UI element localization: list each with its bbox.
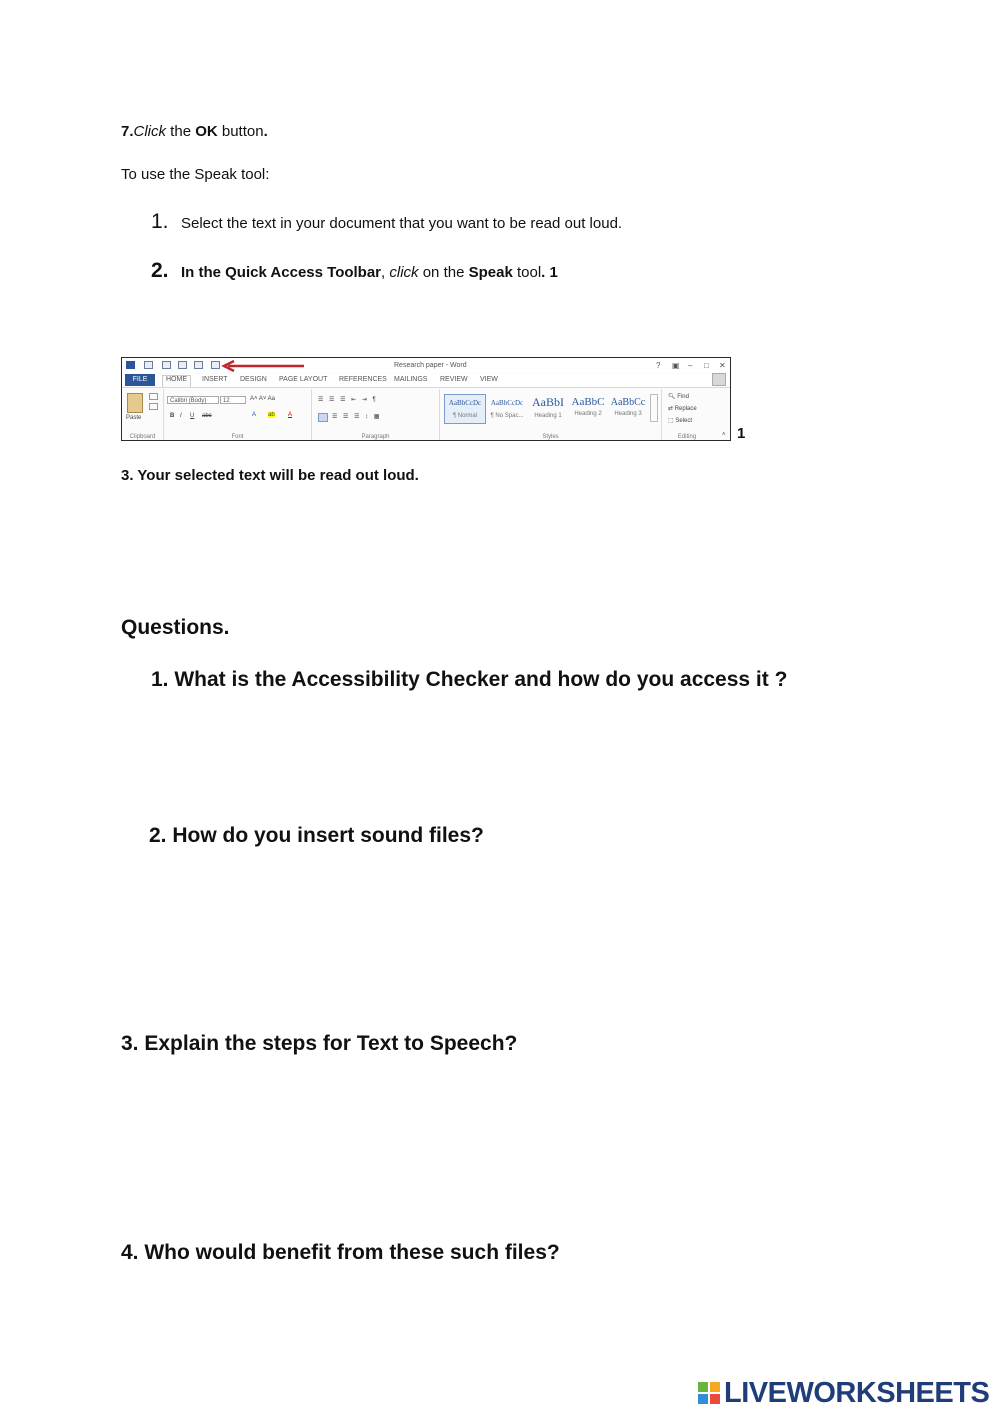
undo-icon[interactable] (162, 361, 171, 369)
maximize-button[interactable]: □ (704, 361, 709, 370)
word-logo-icon (126, 361, 135, 369)
minimize-button[interactable]: – (688, 361, 693, 370)
bullets-icon[interactable]: ☰ ☰ ☰ ⇤ ⇥ ¶ (318, 397, 378, 403)
paste-icon[interactable] (127, 393, 143, 413)
figure-footnote: 1 (737, 425, 746, 442)
ribbon-tabs (122, 374, 730, 388)
clipboard-group-label: Clipboard (129, 434, 156, 440)
tab-references[interactable]: REFERENCES (339, 376, 387, 383)
ribbon-options-button[interactable]: ▣ (672, 361, 680, 370)
close-button[interactable]: ✕ (719, 361, 726, 370)
style-heading-2[interactable]: AaBbC Heading 2 (571, 396, 605, 417)
font-group (164, 389, 312, 441)
copy-icon[interactable] (149, 403, 158, 410)
question-2: 2. How do you insert sound files? (149, 824, 484, 847)
step-7-line: 7.Click the OK button. (121, 123, 268, 140)
window-title: Research paper - Word (394, 362, 467, 369)
tab-page-layout[interactable]: PAGE LAYOUT (279, 376, 328, 383)
quick-access-toolbar (122, 358, 730, 373)
align-center-icon[interactable]: ☰ ☰ ☰ ↕ ▦ (332, 414, 382, 420)
align-left-icon[interactable] (318, 413, 328, 422)
font-group-label: Font (231, 434, 244, 440)
underline-icon[interactable]: U (190, 413, 195, 419)
new-document-icon[interactable] (178, 361, 187, 369)
print-icon[interactable] (194, 361, 203, 369)
question-1: 1. What is the Accessibility Checker and how do you access it ? (151, 668, 788, 691)
speak-icon[interactable] (211, 361, 220, 369)
question-3: 3. Explain the steps for Text to Speech? (121, 1032, 518, 1055)
italic-icon[interactable]: I (180, 413, 182, 419)
tab-review[interactable]: REVIEW (440, 376, 468, 383)
highlight-icon[interactable]: ab (268, 412, 275, 418)
style-heading-1[interactable]: AaBbI Heading 1 (532, 395, 564, 419)
tab-design[interactable]: DESIGN (240, 376, 267, 383)
liveworksheets-mark-icon (698, 1382, 720, 1404)
font-size-select[interactable]: 12 (220, 396, 246, 404)
bold-icon[interactable]: B (170, 413, 175, 419)
paragraph-group (312, 389, 440, 441)
paragraph-group-label: Paragraph (361, 434, 390, 440)
word-ribbon-screenshot (121, 357, 731, 441)
tab-home[interactable]: HOME (162, 375, 191, 387)
step-1: 1. Select the text in your document that you want to be read out loud. (151, 210, 623, 233)
account-avatar[interactable] (712, 373, 726, 386)
styles-group (440, 389, 662, 441)
style-normal[interactable]: AaBbCcDc ¶ Normal (444, 394, 486, 424)
tab-file[interactable]: FILE (125, 374, 155, 386)
grow-font-icon[interactable]: A˄ A˅ Aa (250, 396, 276, 402)
liveworksheets-brand-text: LIVEWORKSHEETS (724, 1376, 990, 1409)
style-no-spacing[interactable]: AaBbCcDc ¶ No Spac... (490, 399, 524, 419)
help-button[interactable]: ? (656, 361, 661, 370)
save-icon[interactable] (144, 361, 153, 369)
find-button[interactable]: 🔍︎ Find (668, 394, 689, 400)
tab-mailings[interactable]: MAILINGS (394, 376, 428, 383)
step-2: 2. In the Quick Access Toolbar, click on the Speak tool. 1 (151, 259, 558, 282)
select-button[interactable]: ⬚ Select (668, 418, 693, 424)
speak-tool-intro: To use the Speak tool: (121, 166, 270, 183)
arrow-pointer-icon (220, 360, 304, 372)
text-effects-icon[interactable]: A (252, 412, 257, 418)
question-4: 4. Who would benefit from these such files? (121, 1241, 560, 1264)
styles-group-label: Styles (542, 434, 559, 440)
tab-insert[interactable]: INSERT (202, 376, 228, 383)
font-name-select[interactable]: Calibri (Body) (167, 396, 219, 404)
cut-icon[interactable] (149, 393, 158, 400)
strikethrough-icon[interactable]: abc (202, 413, 212, 419)
style-heading-3[interactable]: AaBbCc Heading 3 (610, 397, 646, 417)
replace-button[interactable]: ⇄ Replace (668, 406, 697, 412)
step-3: 3. Your selected text will be read out loud. (121, 467, 419, 484)
editing-group (662, 389, 712, 441)
questions-heading: Questions. (121, 616, 230, 639)
clipboard-group (122, 389, 164, 441)
liveworksheets-logo (698, 1376, 989, 1410)
editing-group-label: Editing (677, 434, 697, 440)
font-color-icon[interactable]: A (288, 412, 293, 418)
paste-label: Paste (126, 415, 142, 421)
collapse-ribbon-icon[interactable]: ˄ (722, 432, 726, 438)
styles-scroll[interactable] (650, 394, 658, 422)
tab-view[interactable]: VIEW (480, 376, 498, 383)
